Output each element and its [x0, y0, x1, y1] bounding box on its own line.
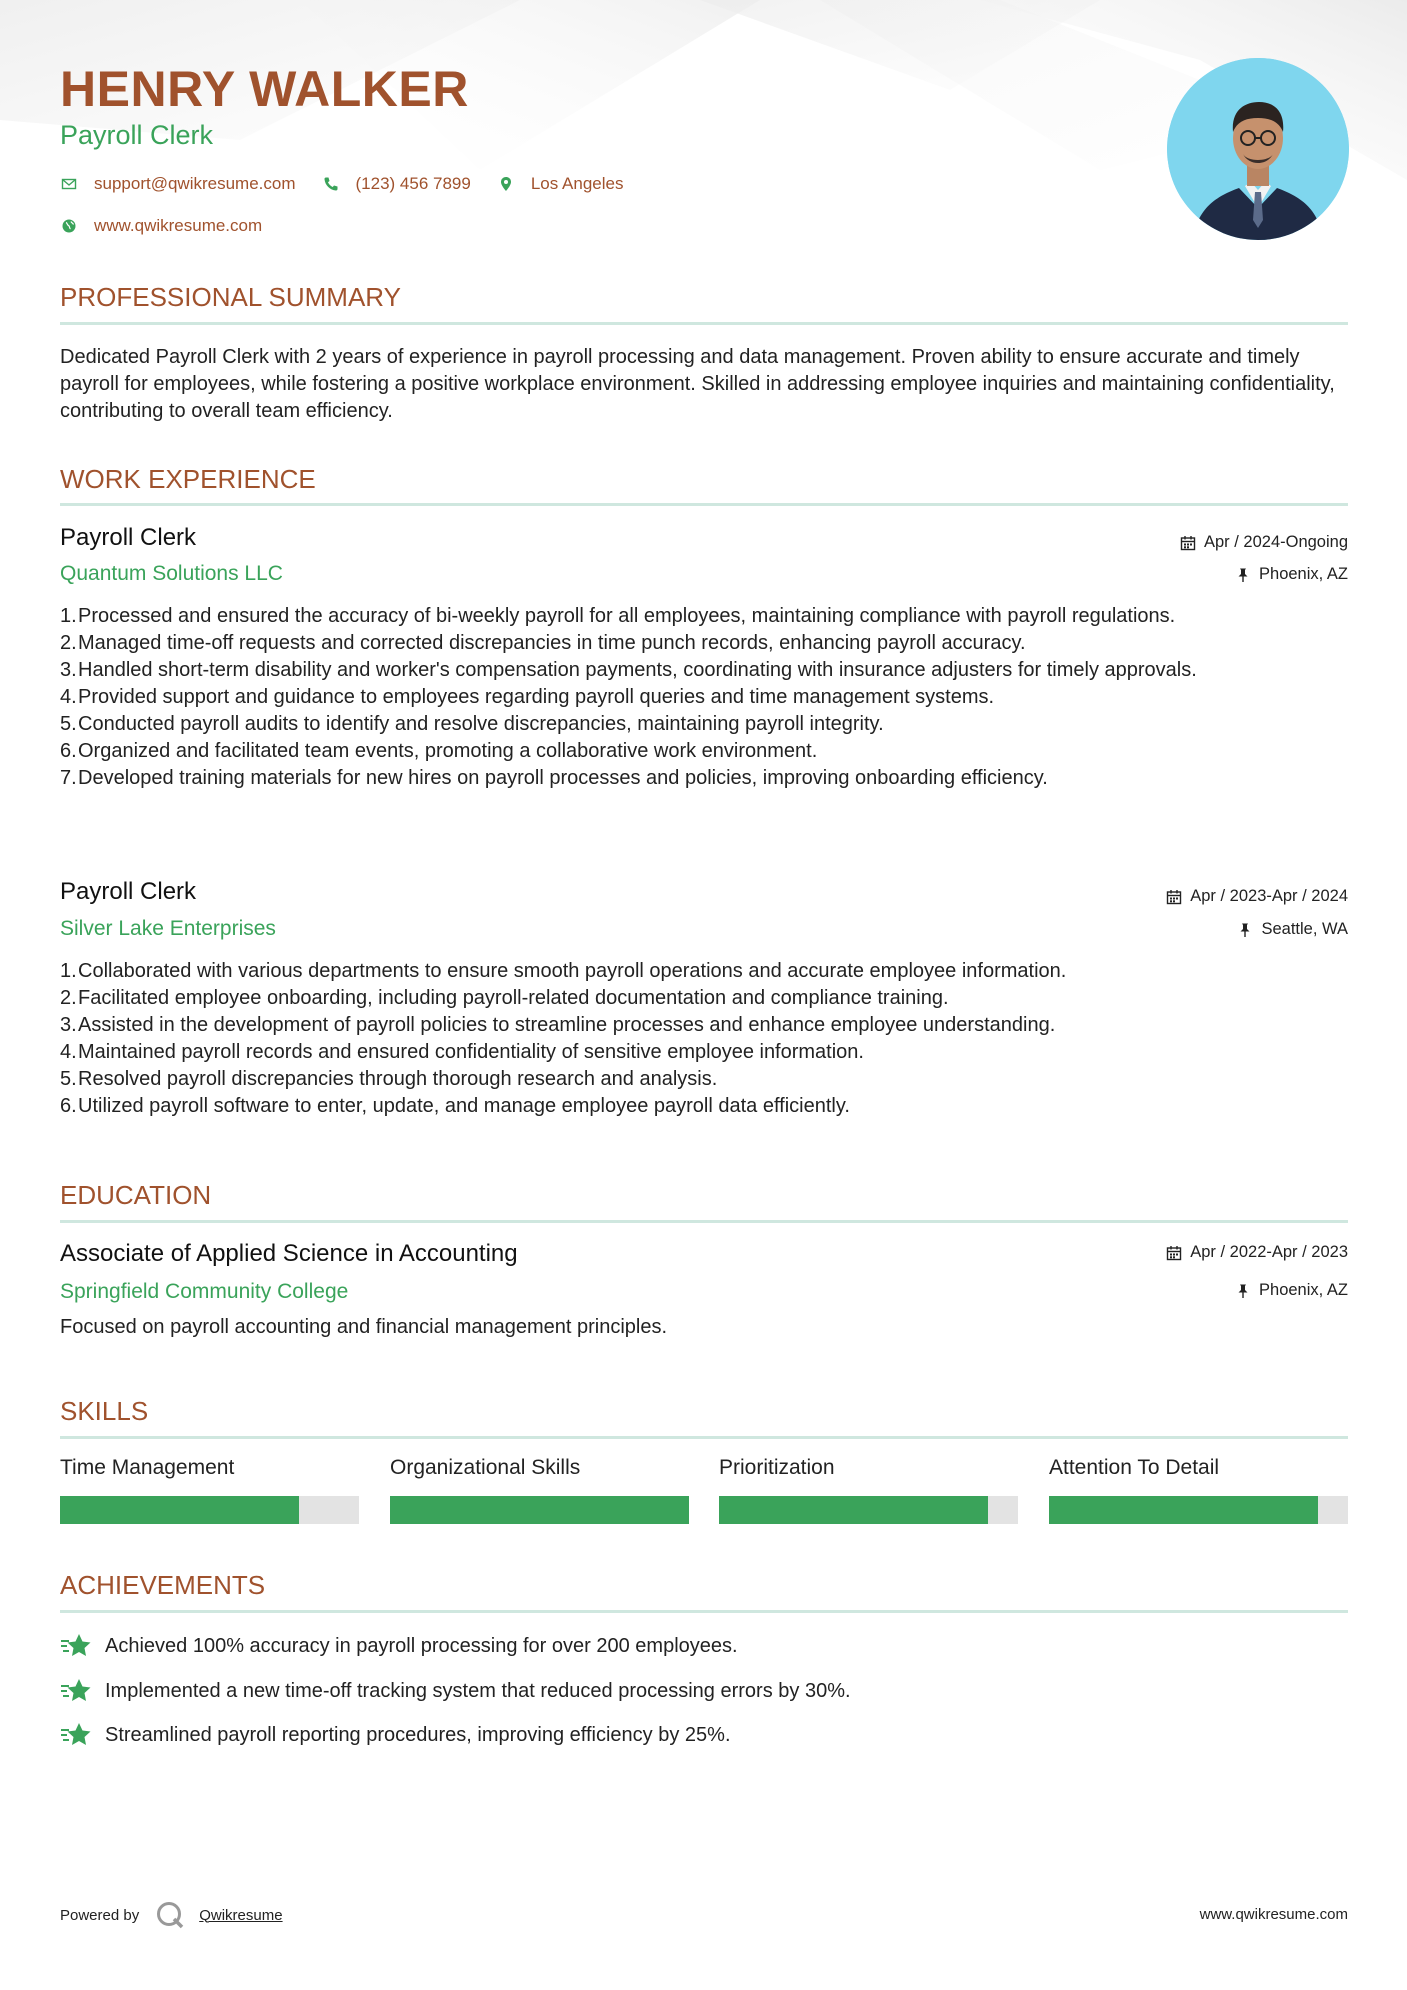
bullet-text: Facilitated employee onboarding, including payroll-related documentation and compliance training.: [78, 987, 949, 1009]
bullet-text: Provided support and guidance to employees regarding payroll queries and time management systems.: [78, 686, 995, 708]
bullet-text: Organized and facilitated team events, promoting a collaborative work environment.: [78, 740, 818, 762]
contact-info: [60, 172, 649, 238]
star-award-icon: [60, 1677, 92, 1705]
list-item: 6. Utilized payroll software to enter, update, and manage employee payroll data efficiently.: [60, 1093, 1350, 1120]
section-divider: [60, 1610, 1348, 1613]
star-award-icon: [60, 1721, 92, 1749]
bullet-text: Collaborated with various departments to ensure smooth payroll operations and accurate employee information.: [78, 960, 1067, 982]
contact-phone[interactable]: [322, 174, 471, 194]
section-title-education: EDUCATION: [60, 1180, 212, 1210]
skill-bar-fill: [719, 1496, 988, 1524]
skill-item: [60, 1456, 359, 1524]
bullet-text: Resolved payroll discrepancies through thorough research and analysis.: [78, 1068, 718, 1090]
job-bullets: [60, 958, 1350, 1120]
skill-bar-fill: [60, 1496, 299, 1524]
contact-row: [60, 214, 649, 238]
company-name: Quantum Solutions LLC: [60, 562, 283, 585]
map-marker-icon: [497, 175, 515, 193]
list-item: 1. Processed and ensured the accuracy of bi-weekly payroll for all employees, maintaining compliance with payroll regulations.: [60, 603, 1350, 630]
job-title: Payroll Clerk: [60, 524, 197, 551]
contact-location: [497, 174, 624, 194]
section-title-summary: PROFESSIONAL SUMMARY: [60, 282, 401, 312]
education-dates: [1166, 1243, 1348, 1262]
list-item: 2. Managed time-off requests and corrected discrepancies in time punch records, enhancing payroll accuracy.: [60, 630, 1350, 657]
pushpin-icon: [1237, 922, 1253, 938]
skill-name: Time Management: [60, 1456, 235, 1479]
envelope-icon: [60, 175, 78, 193]
list-item: 4. Maintained payroll records and ensured confidentiality of sensitive employee information.: [60, 1039, 1350, 1066]
list-item: 5. Resolved payroll discrepancies through thorough research and analysis.: [60, 1066, 1350, 1093]
achievement-item: [60, 1632, 738, 1660]
pushpin-icon: [1235, 1283, 1251, 1299]
phone-icon: [322, 175, 340, 193]
bullet-text: Conducted payroll audits to identify and resolve discrepancies, maintaining payroll integrity.: [78, 713, 884, 735]
profile-photo: [1167, 58, 1349, 240]
skill-item: [1049, 1456, 1348, 1524]
job-bullets: [60, 603, 1350, 792]
skill-bar-fill: [1049, 1496, 1318, 1524]
skill-bar: [1049, 1496, 1348, 1524]
job-dates-text: Apr / 2024-Ongoing: [1203, 533, 1348, 551]
email-text: support@qwikresume.com: [94, 174, 296, 193]
powered-by-text: Powered by: [60, 1906, 140, 1924]
skill-bar: [390, 1496, 689, 1524]
job-location-text: Seattle, WA: [1261, 920, 1348, 938]
education-location-text: Phoenix, AZ: [1259, 1281, 1348, 1299]
achievement-text: Implemented a new time-off tracking system that reduced processing errors by 30%.: [105, 1679, 851, 1702]
contact-website[interactable]: [60, 216, 262, 236]
list-item: 3. Assisted in the development of payroll policies to streamline processes and enhance employee understanding.: [60, 1012, 1350, 1039]
achievement-text: Streamlined payroll reporting procedures, improving efficiency by 25%.: [105, 1723, 731, 1746]
education-dates-text: Apr / 2022-Apr / 2023: [1190, 1243, 1348, 1261]
achievement-text: Achieved 100% accuracy in payroll processing for over 200 employees.: [105, 1634, 738, 1657]
skill-name: Prioritization: [719, 1456, 835, 1479]
section-divider: [60, 322, 1348, 325]
skill-bar: [719, 1496, 1018, 1524]
footer-powered-by: [60, 1900, 283, 1930]
section-divider: [60, 1220, 1348, 1223]
section-divider: [60, 1436, 1348, 1439]
bullet-text: Developed training materials for new hires on payroll processes and policies, improving onboarding efficiency.: [78, 767, 1048, 789]
bullet-text: Assisted in the development of payroll policies to streamline processes and enhance employee understanding.: [78, 1014, 1056, 1036]
section-title-skills: SKILLS: [60, 1396, 149, 1426]
globe-icon: [60, 217, 78, 235]
skill-item: [719, 1456, 1018, 1524]
candidate-title: Payroll Clerk: [60, 120, 214, 150]
list-item: 7. Developed training materials for new hires on payroll processes and policies, improving onboarding efficiency.: [60, 765, 1350, 792]
list-item: 4. Provided support and guidance to employees regarding payroll queries and time management systems.: [60, 684, 1350, 711]
school-name: Springfield Community College: [60, 1280, 349, 1303]
calendar-icon: [1166, 1245, 1182, 1261]
qwikresume-logo-icon: [155, 1900, 185, 1930]
skill-item: [390, 1456, 689, 1524]
job-dates-text: Apr / 2023-Apr / 2024: [1190, 887, 1348, 905]
footer-website[interactable]: www.qwikresume.com: [1199, 1906, 1348, 1923]
section-title-achievements: ACHIEVEMENTS: [60, 1570, 266, 1600]
bullet-text: Processed and ensured the accuracy of bi-weekly payroll for all employees, maintaining compliance with payroll regulations.: [78, 605, 1176, 627]
location-text: Los Angeles: [530, 174, 624, 193]
achievement-item: [60, 1677, 851, 1705]
calendar-icon: [1180, 535, 1196, 551]
list-item: 6. Organized and facilitated team events, promoting a collaborative work environment.: [60, 738, 1350, 765]
achievement-item: [60, 1721, 731, 1749]
job-dates: [1180, 533, 1348, 552]
bullet-text: Handled short-term disability and worker's compensation payments, coordinating with insurance adjusters for timely approvals.: [78, 659, 1197, 681]
star-award-icon: [60, 1632, 92, 1660]
calendar-icon: [1166, 889, 1182, 905]
education-location: [1235, 1281, 1348, 1300]
section-divider: [60, 503, 1348, 506]
section-title-experience: WORK EXPERIENCE: [60, 464, 316, 494]
phone-text: (123) 456 7899: [355, 174, 471, 193]
contact-email[interactable]: [60, 174, 296, 194]
skill-bar-fill: [390, 1496, 689, 1524]
website-text: www.qwikresume.com: [94, 216, 263, 235]
list-item: 5. Conducted payroll audits to identify and resolve discrepancies, maintaining payroll integrity.: [60, 711, 1350, 738]
candidate-name: HENRY WALKER: [60, 61, 469, 117]
bullet-text: Managed time-off requests and corrected discrepancies in time punch records, enhancing payroll accuracy.: [78, 632, 1026, 654]
bullet-text: Utilized payroll software to enter, update, and manage employee payroll data efficiently.: [78, 1095, 850, 1117]
list-item: 2. Facilitated employee onboarding, including payroll-related documentation and compliance training.: [60, 985, 1350, 1012]
brand-link[interactable]: Qwikresume: [199, 1906, 283, 1924]
job-location: [1235, 565, 1348, 584]
summary-text: Dedicated Payroll Clerk with 2 years of experience in payroll processing and data management. Proven ability to ensure accurate and timely payroll for employees, while fostering a positive workplace environment. Skilled in addressing employee inquiries and maintaining confidentiality, contributing to overall team efficiency.: [60, 346, 1335, 422]
job-title: Payroll Clerk: [60, 878, 197, 905]
pushpin-icon: [1235, 567, 1251, 583]
company-name: Silver Lake Enterprises: [60, 917, 276, 940]
job-location-text: Phoenix, AZ: [1259, 565, 1348, 583]
bullet-text: Maintained payroll records and ensured confidentiality of sensitive employee information.: [78, 1041, 864, 1063]
list-item: 1. Collaborated with various departments to ensure smooth payroll operations and accurate employee information.: [60, 958, 1350, 985]
skill-name: Organizational Skills: [390, 1456, 581, 1479]
job-dates: [1166, 887, 1348, 906]
degree-title: Associate of Applied Science in Accounting: [60, 1240, 518, 1267]
job-location: [1237, 920, 1348, 939]
education-description: Focused on payroll accounting and financial management principles.: [60, 1316, 668, 1338]
skill-bar: [60, 1496, 359, 1524]
skill-name: Attention To Detail: [1049, 1456, 1220, 1479]
list-item: 3. Handled short-term disability and worker's compensation payments, coordinating with insurance adjusters for timely approvals.: [60, 657, 1350, 684]
contact-row: [60, 172, 649, 196]
